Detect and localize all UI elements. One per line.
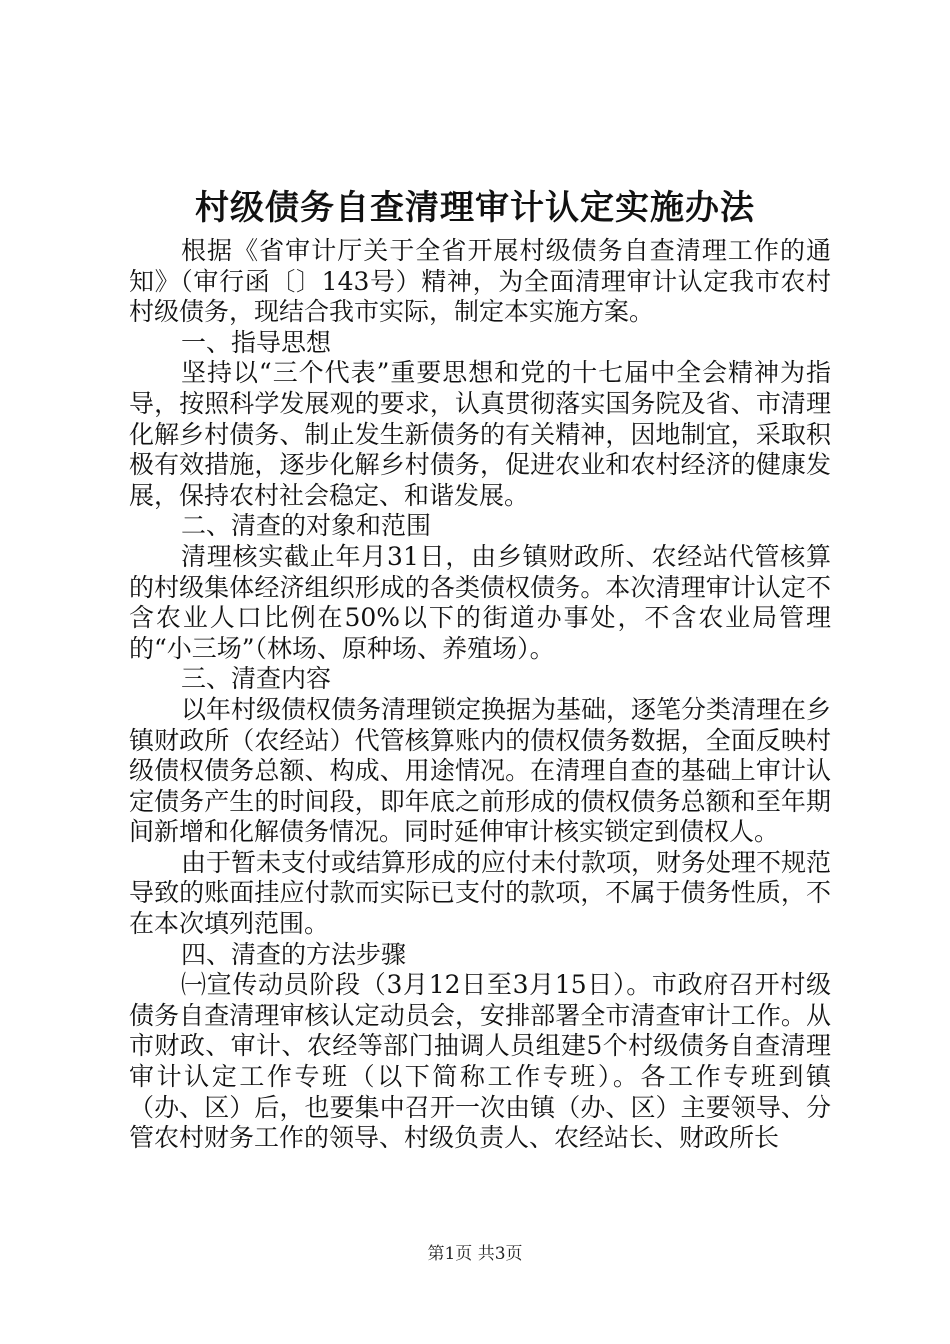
document-body — [129, 236, 831, 1154]
section-4-paragraph-1: ㈠宣传动员阶段（3月12日至3月15日）。市政府召开村级债务自查清理审核认定动员会，安排部署全市清查审计工作。从市财政、审计、农经等部门抽调人员组建5个村级债务自查清理审计认定工作专班（以下简称工作专班）。各工作专班到镇（办、区）后，也要集中召开一次由镇（办、区）主要领导、分管农村财务工作的领导、村级负责人、农经站长、财政所长 — [129, 970, 831, 1153]
intro-paragraph: 根据《省审计厅关于全省开展村级债务自查清理工作的通知》（审行函〔〕143号）精神，为全面清理审计认定我市农村村级债务，现结合我市实际，制定本实施方案。 — [129, 236, 831, 327]
section-heading-4: 四、清查的方法步骤 — [181, 939, 407, 969]
section-heading-1: 一、指导思想 — [181, 327, 332, 357]
section-2-paragraph: 清理核实截止年月31日，由乡镇财政所、农经站代管核算的村级集体经济组织形成的各类债权债务。本次清理审计认定不含农业人口比例在50%以下的街道办事处，不含农业局管理的“小三场”（林场、原种场、养殖场）。 — [129, 541, 831, 663]
page-footer: 第1页 共3页 — [427, 1244, 523, 1264]
section-3-paragraph-2: 由于暂未支付或结算形成的应付未付款项，财务处理不规范导致的账面挂应付款而实际已支付的款项，不属于债务性质，不在本次填列范围。 — [129, 847, 832, 939]
section-1-paragraph: 坚持以“三个代表”重要思想和党的十七届中全会精神为指导，按照科学发展观的要求，认真贯彻落实国务院及省、市清理化解乡村债务、制止发生新债务的有关精神，因地制宜，采取积极有效措施，逐步化解乡村债务，促进农业和农村经济的健康发展，保持农村社会稳定、和谐发展。 — [129, 358, 831, 510]
section-heading-2: 二、清查的对象和范围 — [181, 511, 432, 541]
document-title: 村级债务自查清理审计认定实施办法 — [195, 188, 755, 228]
section-heading-3: 三、清查内容 — [181, 664, 332, 694]
section-3-paragraph-1: 以年村级债权债务清理锁定换据为基础，逐笔分类清理在乡镇财政所（农经站）代管核算账内的债权债务数据，全面反映村级债权债务总额、构成、用途情况。在清理自查的基础上审计认定债务产生的时间段，即年底之前形成的债权债务总额和至年期间新增和化解债务情况。同时延伸审计核实锁定到债权人。 — [129, 694, 832, 847]
